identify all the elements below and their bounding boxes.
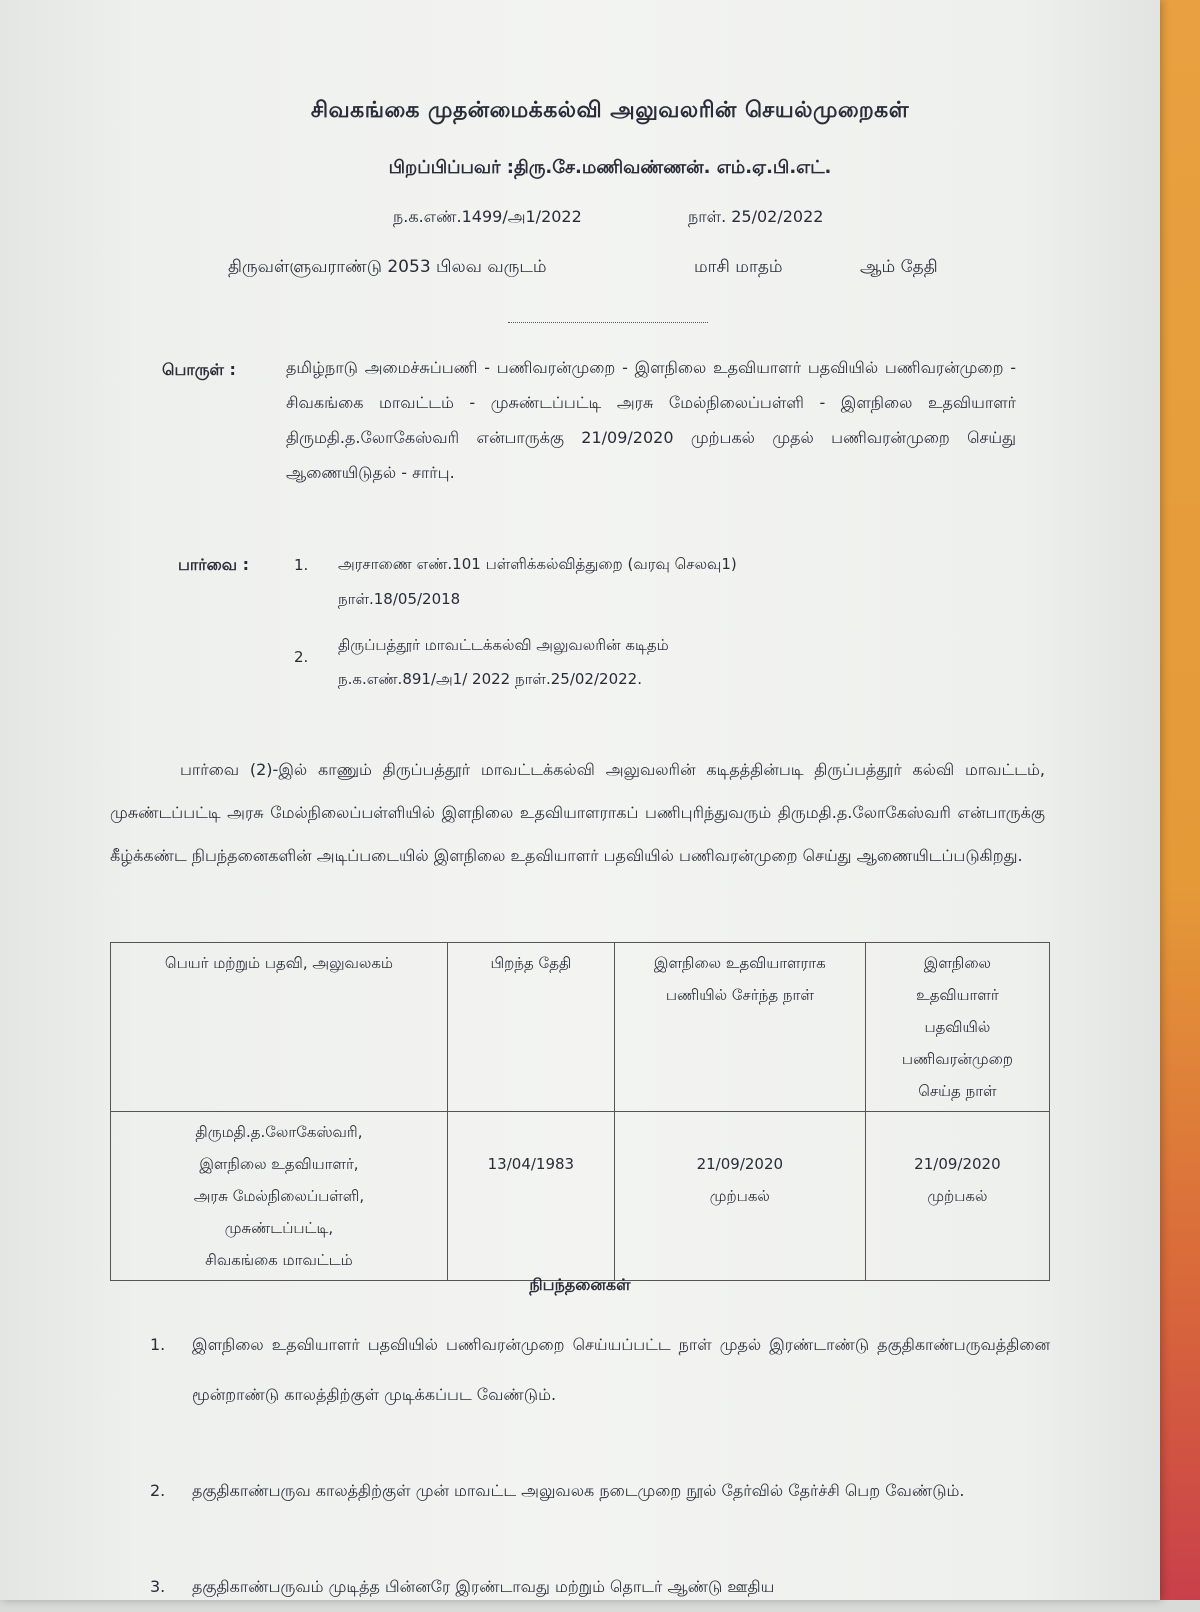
body-paragraph: பார்வை (2)-இல் காணும் திருப்பத்தூர் மாவட்டக்கல்வி அலுவலரின் கடிதத்தின்படி திருப்பத்தூர் கல்வி மாவட்டம், முசுண்டப்பட்டி அரசு மேல்நிலைப்பள்ளியில் இளநிலை உதவியாளராகப் பணிபுரிந்துவரும் திருமதி.த.லோகேஸ்வரி என்பாருக்கு கீழ்க்கண்ட நிபந்தனைகளின் அடிப்படையில் இளநிலை உதவியாளர் பதவியில் பணிவரன்முறை செய்து ஆணையிடப்படுகிறது.: [110, 760, 1046, 865]
document-title: சிவகங்கை முதன்மைக்கல்வி அலுவலரின் செயல்முறைகள்: [310, 98, 910, 123]
tamil-month: மாசி மாதம்: [694, 257, 783, 277]
joined-date: 21/09/2020: [696, 1155, 784, 1173]
header-dob: பிறந்த தேதி: [447, 943, 614, 1112]
header-joined: இளநிலை உதவியாளராக பணியில் சேர்ந்த நாள்: [614, 943, 865, 1112]
regularized-session: முற்பகல்: [927, 1187, 988, 1205]
condition-number: 3.: [150, 1577, 166, 1596]
condition-item: [150, 1466, 1050, 1516]
designation-line: இளநிலை உதவியாளர்,: [199, 1155, 359, 1173]
condition-text: தகுதிகாண்பருவம் முடித்த பின்னரே இரண்டாவது மற்றும் தொடர் ஆண்டு ஊதிய: [192, 1577, 775, 1596]
tamil-day: ஆம் தேதி: [860, 257, 938, 277]
school-line: அரசு மேல்நிலைப்பள்ளி,: [193, 1187, 365, 1205]
village-line: முசுண்டப்பட்டி,: [224, 1219, 334, 1237]
regularization-table: [110, 942, 1050, 1281]
regularized-date: 21/09/2020: [914, 1155, 1001, 1173]
reference-1-number: 1.: [294, 556, 309, 574]
cell-name: [111, 1112, 448, 1281]
condition-text: தகுதிகாண்பருவ காலத்திற்குள் முன் மாவட்ட அலுவலக நடைமுறை நூல் தேர்வில் தேர்ச்சி பெற வேண்டும்.: [192, 1481, 965, 1500]
conditions-heading: நிபந்தனைகள்: [529, 1275, 631, 1294]
condition-text: இளநிலை உதவியாளர் பதவியில் பணிவரன்முறை செய்யப்பட்ட நாள் முதல் இரண்டாண்டு தகுதிகாண்பருவத்தினை மூன்றாண்டு காலத்திற்குள் முடிக்கப்பட வேண்டும்.: [192, 1335, 1050, 1404]
district-line: சிவகங்கை மாவட்டம்: [205, 1251, 353, 1269]
cell-joined: [614, 1112, 865, 1281]
cell-regularized: [865, 1112, 1049, 1281]
cell-dob: 13/04/1983: [447, 1112, 614, 1281]
issue-date: நாள். 25/02/2022: [688, 207, 824, 226]
reference-1-line2: நாள்.18/05/2018: [338, 590, 461, 608]
subject-text: தமிழ்நாடு அமைச்சுப்பணி - பணிவரன்முறை - இளநிலை உதவியாளர் பதவியில் பணிவரன்முறை - சிவகங்கை மாவட்டம் - முசுண்டப்பட்டி அரசு மேல்நிலைப்பள்ளி - இளநிலை உதவியாளர் திருமதி.த.லோகேஸ்வரி என்பாருக்கு 21/09/2020 முற்பகல் முதல் பணிவரன்முறை செய்து ஆணையிடுதல் - சார்பு.: [286, 358, 1016, 482]
condition-item: [150, 1562, 1050, 1612]
tamil-year: திருவள்ளுவராண்டு 2053 பிலவ வருடம்: [228, 257, 547, 277]
condition-number: 1.: [150, 1335, 166, 1354]
condition-item: [150, 1320, 1050, 1420]
condition-number: 2.: [150, 1481, 166, 1500]
references-label: பார்வை :: [178, 555, 250, 574]
issuer-line: பிறப்பிப்பவர் :திரு.சே.மணிவண்ணன். எம்.ஏ.பி.எட்.: [388, 157, 832, 178]
reference-number: ந.க.எண்.1499/அ1/2022: [393, 207, 582, 226]
header-regularized: இளநிலை உதவியாளர் பதவியில் பணிவரன்முறை செய்த நாள்: [865, 943, 1049, 1112]
reference-2-line1: திருப்பத்தூர் மாவட்டக்கல்வி அலுவலரின் கடிதம்: [338, 636, 669, 654]
subject-label: பொருள் :: [162, 360, 236, 379]
table-header-row: [111, 943, 1050, 1112]
table-row: [111, 1112, 1050, 1281]
reference-1-line1: அரசாணை எண்.101 பள்ளிக்கல்வித்துறை (வரவு செலவு1): [338, 555, 737, 573]
divider: [508, 322, 708, 323]
header-name: பெயர் மற்றும் பதவி, அலுவலகம்: [111, 943, 448, 1112]
reference-2-number: 2.: [294, 648, 309, 666]
reference-2-line2: ந.க.எண்.891/அ1/ 2022 நாள்.25/02/2022.: [338, 670, 642, 688]
joined-session: முற்பகல்: [709, 1187, 770, 1205]
background-edge: [1155, 0, 1200, 1600]
name-line: திருமதி.த.லோகேஸ்வரி,: [195, 1123, 363, 1141]
